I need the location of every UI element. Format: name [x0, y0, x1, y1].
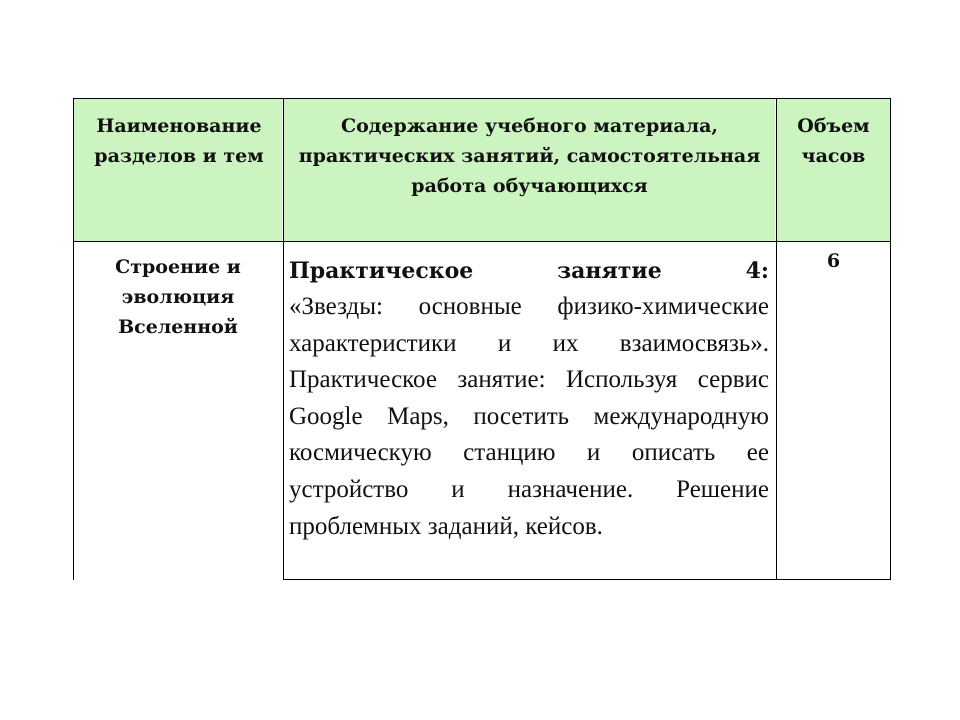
column-divider-1 — [283, 98, 284, 580]
table-border-top — [73, 98, 891, 99]
content-cell — [289, 253, 769, 545]
table-border-left — [73, 98, 74, 580]
topic-cell: Строение и эволюция Вселенной — [115, 256, 241, 338]
header-hours-label: Объем часов — [797, 115, 870, 167]
header-cell-content — [284, 99, 775, 241]
table-border-bottom — [283, 579, 891, 580]
header-cell-sections — [74, 99, 282, 241]
header-divider — [73, 241, 891, 242]
column-divider-2 — [776, 98, 777, 580]
header-content-label: Содержание учебного материала, практических занятий, самостоятельная работа обучающихся — [298, 115, 761, 197]
table-row — [73, 242, 891, 580]
hours-cell: 6 — [826, 250, 841, 272]
lesson-title: Практическое занятие 4: — [289, 258, 769, 284]
table-border-right — [890, 98, 891, 580]
curriculum-table — [73, 98, 891, 580]
header-cell-hours — [777, 99, 890, 241]
lesson-body: «Звезды: основные физико-химические характеристики и их взаимосвязь». Практическое занятие: Используя сервис Google Maps, посетить международную космическую станцию и описать ее устройство и назначение. Решение проблемных заданий, кейсов. — [289, 293, 769, 540]
header-sections-label: Наименование разделов и тем — [94, 115, 264, 167]
